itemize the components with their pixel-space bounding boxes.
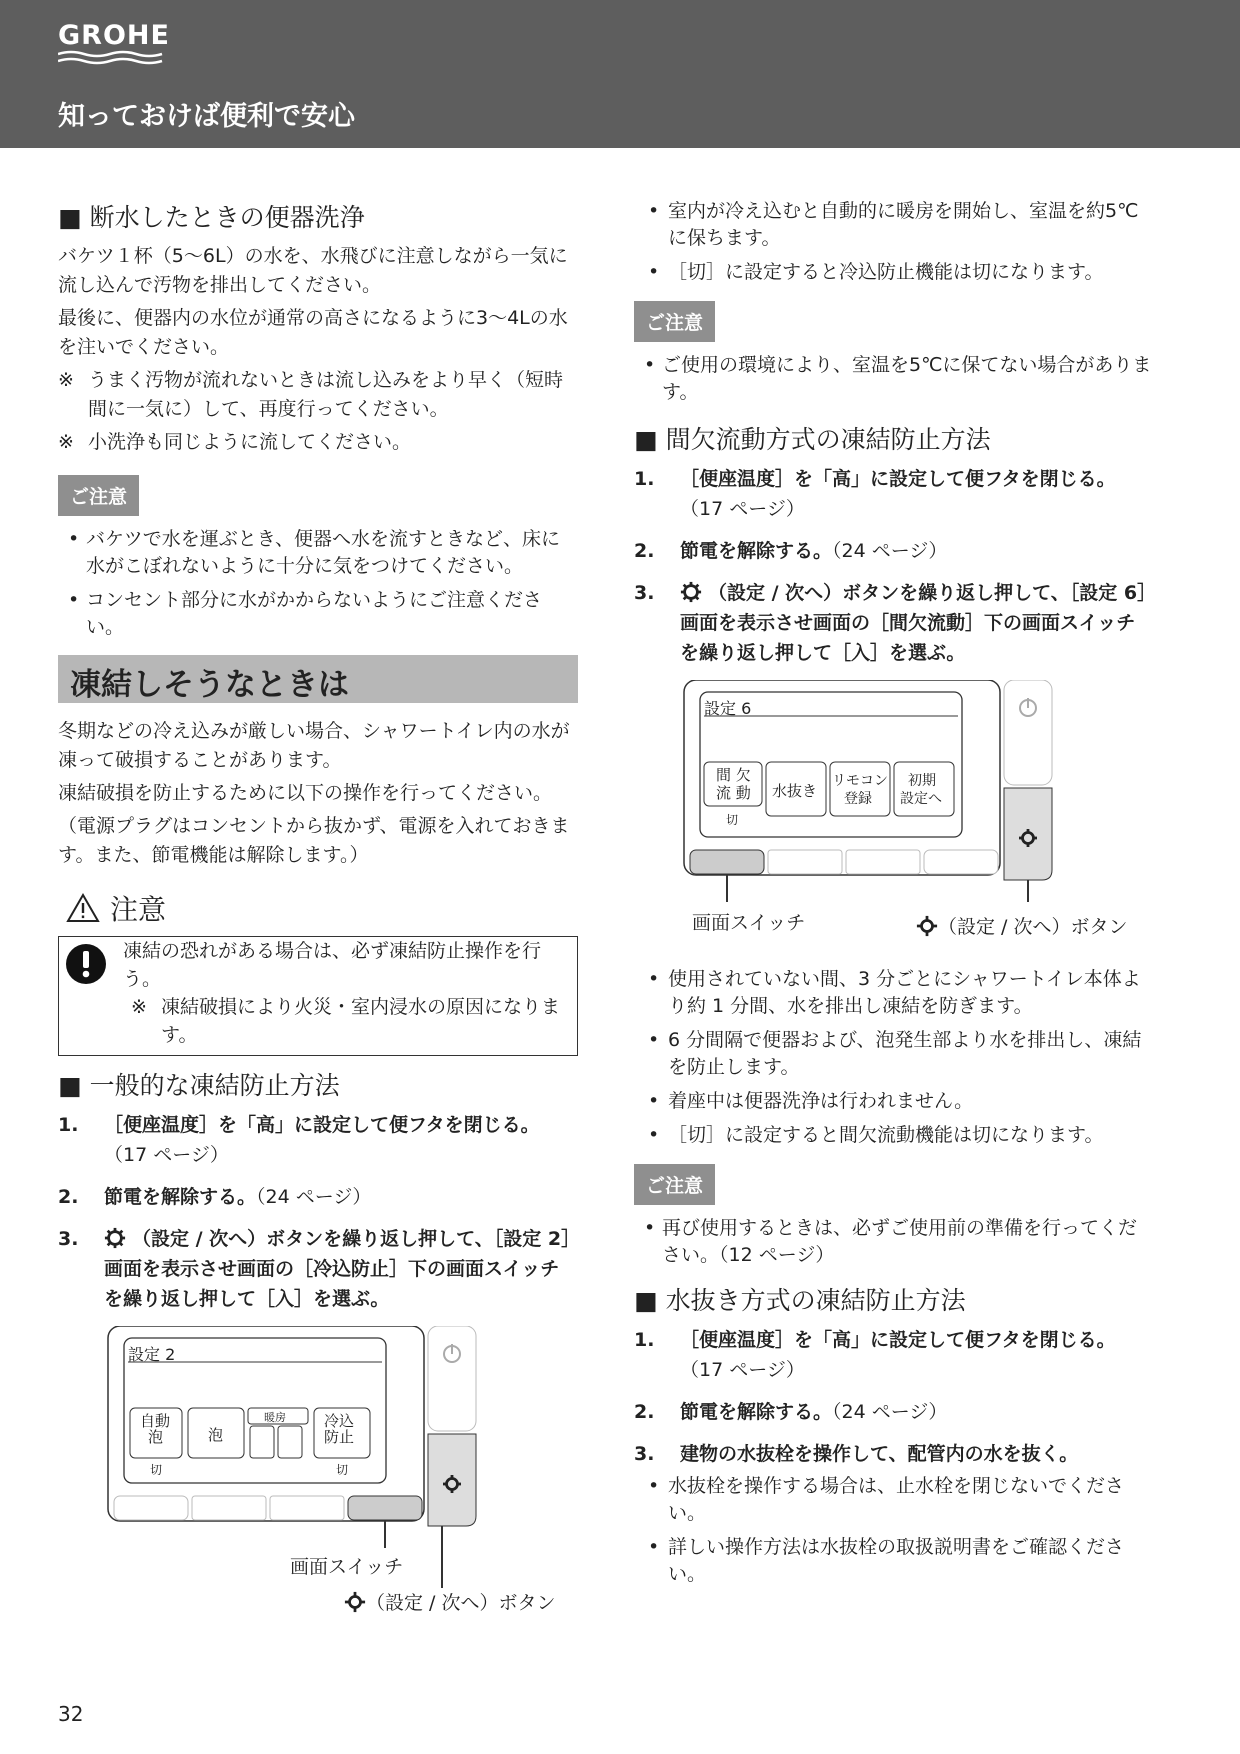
button-label: 自動 <box>140 1412 171 1430</box>
button-label: 水抜き <box>772 782 818 800</box>
button-label: 登録 <box>844 791 872 807</box>
list-item: • バケツで水を運ぶとき、便器へ水を流すときなど、床に水がこぼれないように十分に気をつけてください。 <box>58 526 578 580</box>
right-column <box>634 198 1154 1595</box>
brand-logo: GROHE <box>58 20 170 51</box>
step: 2. 節電を解除する。（24 ページ） <box>634 1401 948 1423</box>
caution-label: ご注意 <box>58 475 139 516</box>
state-label: 切 <box>150 1463 163 1477</box>
gear-icon <box>680 581 702 603</box>
section-title-water-outage: ■ 断水したときの便器洗浄 <box>58 203 365 232</box>
caution-list <box>634 1215 1154 1269</box>
exclamation-icon <box>65 943 107 985</box>
button-label: 初期 <box>908 773 936 789</box>
button-label: 流 動 <box>716 784 751 802</box>
step: 2. 節電を解除する。（24 ページ） <box>58 1186 372 1208</box>
step: 3. 建物の水抜栓を操作して、配管内の水を抜く。 <box>634 1443 1079 1465</box>
paragraph: 凍結破損を防止するために以下の操作を行ってください。 <box>58 782 553 804</box>
paragraph: 冬期などの冷え込みが厳しい場合、シャワートイレ内の水が凍って破損することがあります。 <box>58 720 570 771</box>
list-item: • 使用されていない間、3 分ごとにシャワートイレ本体より約 1 分間、水を排出し凍結を防ぎます。 <box>634 966 1154 1020</box>
list-item: • ご使用の環境により、室温を5℃に保てない場合があります。 <box>634 352 1154 406</box>
section-band: 凍結しそうなときは <box>58 655 578 703</box>
button-label: 泡 <box>148 1428 164 1446</box>
step: 3. （設定 / 次へ）ボタンを繰り返し押して、［設定 6］画面を表示させ画面の［間欠流動］下の画面スイッチを繰り返し押して［入］を選ぶ。 <box>634 582 1147 664</box>
state-label: 切 <box>726 813 739 827</box>
gear-icon <box>344 1591 366 1613</box>
bullet-list <box>634 966 1154 1149</box>
caution-label: ご注意 <box>634 1164 715 1205</box>
list-item: • ［切］に設定すると間欠流動機能は切になります。 <box>634 1122 1154 1149</box>
button-label: 暖房 <box>264 1411 286 1424</box>
list-item: • 詳しい操作方法は水抜栓の取扱説明書をご確認ください。 <box>634 1534 1154 1588</box>
caution-list <box>634 352 1154 406</box>
label-screen-switch: 画面スイッチ <box>692 912 806 934</box>
caution-list <box>58 526 578 641</box>
section-title-general: ■ 一般的な凍結防止方法 <box>58 1071 340 1100</box>
warning-box <box>58 936 578 1056</box>
section-title-intermittent: ■ 間欠流動方式の凍結防止方法 <box>634 425 991 454</box>
label-settings-button: （設定 / 次へ）ボタン <box>916 912 1127 939</box>
state-label: 切 <box>336 1463 349 1477</box>
list-item: • コンセント部分に水がかからないようにご注意ください。 <box>58 587 578 641</box>
warning-triangle-icon <box>66 893 100 923</box>
screen-title: 設定 2 <box>128 1345 176 1364</box>
button-label: リモコン <box>832 773 888 789</box>
gear-icon <box>916 915 938 937</box>
steps-intermittent <box>634 464 1154 668</box>
logo-waves-icon <box>58 50 163 66</box>
bullet-list <box>634 198 1154 286</box>
button-label: 泡 <box>208 1426 224 1444</box>
page-number: 32 <box>58 1702 84 1726</box>
left-column <box>58 198 578 1636</box>
page-header <box>0 0 1240 148</box>
list-item: • 水抜栓を操作する場合は、止水栓を閉じないでください。 <box>634 1473 1154 1527</box>
button-label: 設定へ <box>900 791 942 807</box>
button-label: 間 欠 <box>716 766 751 784</box>
remote-diagram-setting2 <box>58 1326 578 1636</box>
step: 1. ［便座温度］を「高」に設定して便フタを閉じる。 （17 ページ） <box>634 468 1116 520</box>
step: 2. 節電を解除する。（24 ページ） <box>634 540 948 562</box>
caution-label: ご注意 <box>634 301 715 342</box>
steps-general <box>58 1110 578 1314</box>
screen-title: 設定 6 <box>704 699 752 718</box>
paragraph: 最後に、便器内の水位が通常の高さになるように3～4Lの水を注いでください。 <box>58 307 568 358</box>
warning-text: 凍結の恐れがある場合は、必ず凍結防止操作を行う。 <box>123 940 542 990</box>
paragraph: バケツ１杯（5～6L）の水を、水飛びに注意しながら一気に流し込んで汚物を排出してください。 <box>58 245 568 296</box>
remote-diagram-setting6 <box>634 680 1154 958</box>
page-title: 知っておけば便利で安心 <box>58 101 355 132</box>
button-label: 冷込 <box>324 1412 355 1430</box>
steps-drain <box>634 1325 1154 1469</box>
gear-icon <box>104 1227 126 1249</box>
label-screen-switch: 画面スイッチ <box>290 1556 404 1578</box>
list-item: • 着座中は便器洗浄は行われません。 <box>634 1088 1154 1115</box>
note: ※ 小洗浄も同じように流してください。 <box>58 431 412 453</box>
button-label: 防止 <box>324 1428 355 1446</box>
step: 3. （設定 / 次へ）ボタンを繰り返し押して、［設定 2］画面を表示させ画面の［冷込防止］下の画面スイッチを繰り返し押して［入］を選ぶ。 <box>58 1228 571 1310</box>
list-item: • 6 分間隔で便器および、泡発生部より水を排出し、凍結を防止します。 <box>634 1027 1154 1081</box>
step: 1. ［便座温度］を「高」に設定して便フタを閉じる。 （17 ページ） <box>58 1114 540 1166</box>
warning-note: ※ 凍結破損により火災・室内浸水の原因になります。 <box>131 996 561 1046</box>
step: 1. ［便座温度］を「高」に設定して便フタを閉じる。 （17 ページ） <box>634 1329 1116 1381</box>
label-settings-button: （設定 / 次へ）ボタン <box>344 1588 555 1615</box>
warning-heading: 注意 <box>66 888 578 928</box>
note: ※ うまく汚物が流れないときは流し込みをより早く（短時間に一気に）して、再度行ってください。 <box>58 369 564 420</box>
list-item: • 室内が冷え込むと自動的に暖房を開始し、室温を約5℃に保ちます。 <box>634 198 1154 252</box>
bullet-list <box>634 1473 1154 1588</box>
list-item: • 再び使用するときは、必ずご使用前の準備を行ってください。（12 ページ） <box>634 1215 1154 1269</box>
paragraph: （電源プラグはコンセントから抜かず、電源を入れておきます。また、節電機能は解除します。） <box>58 815 570 866</box>
list-item: • ［切］に設定すると冷込防止機能は切になります。 <box>634 259 1154 286</box>
section-title-drain: ■ 水抜き方式の凍結防止方法 <box>634 1286 966 1315</box>
